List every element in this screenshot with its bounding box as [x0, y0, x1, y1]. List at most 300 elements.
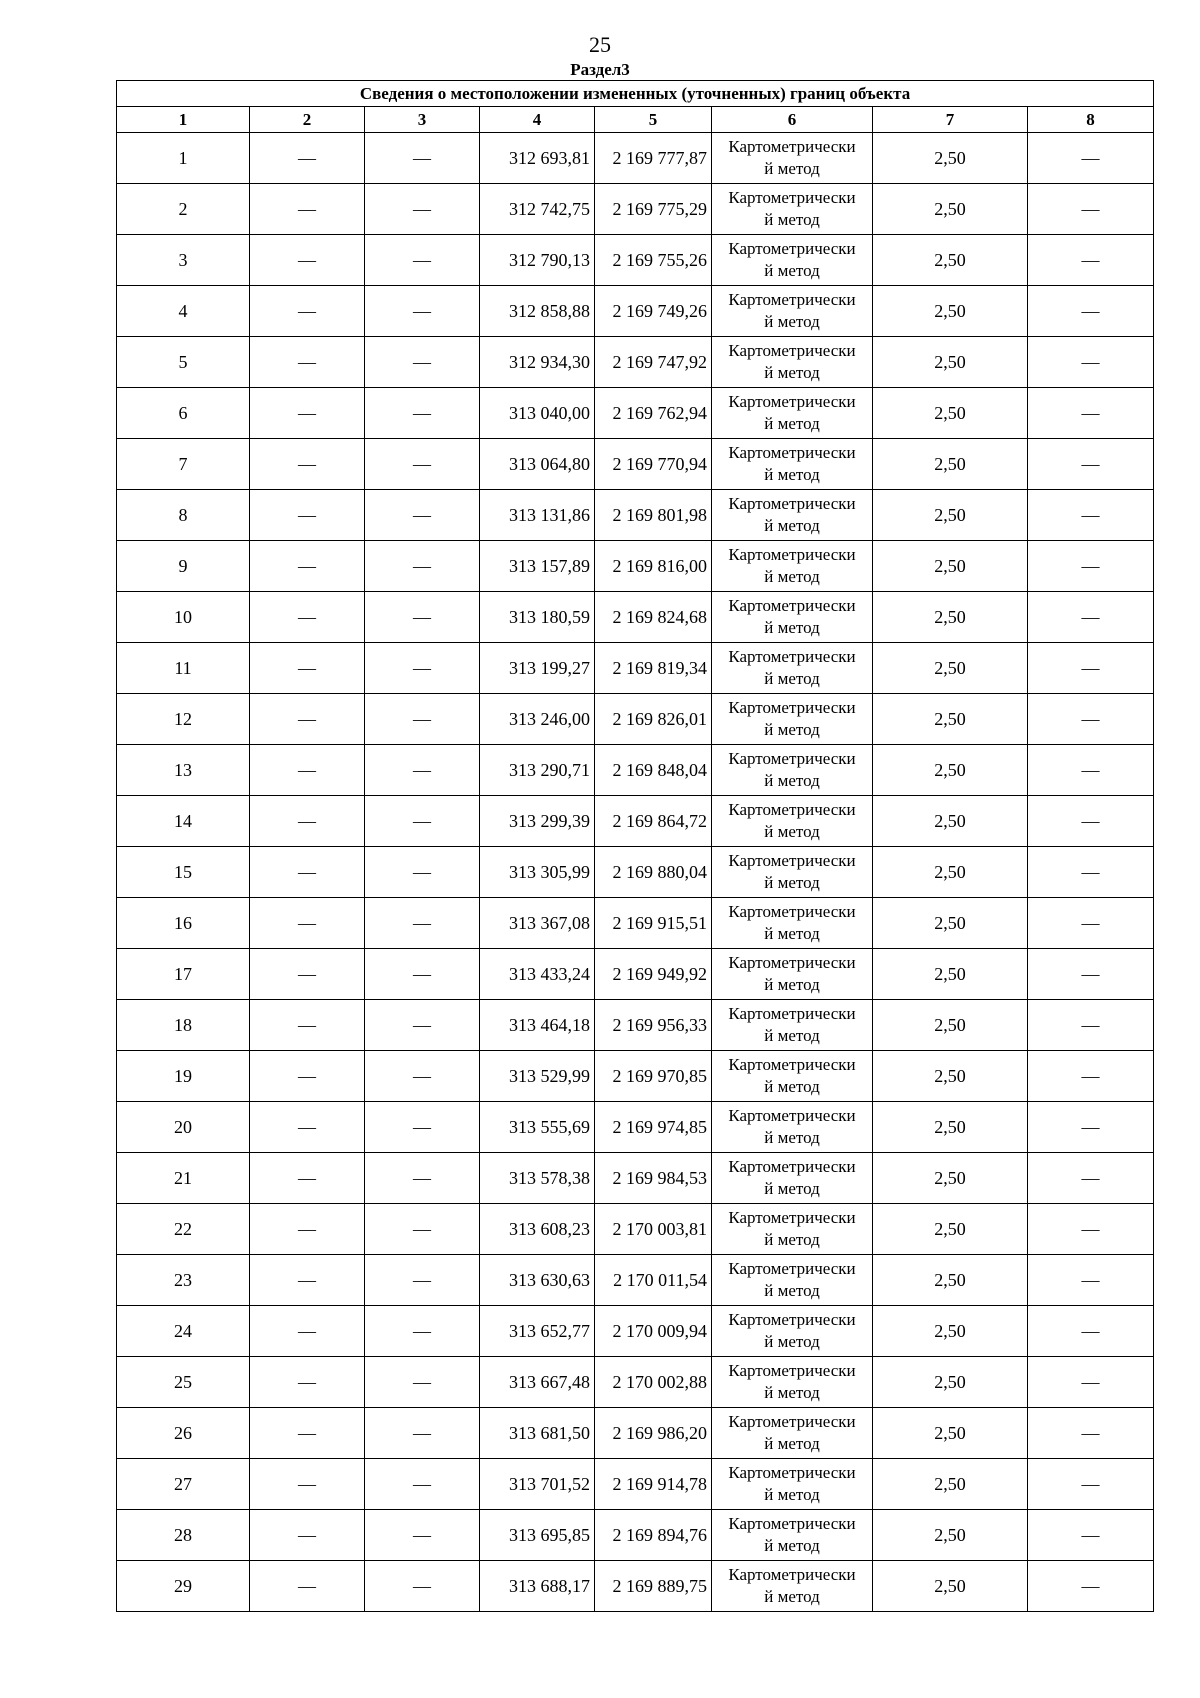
x-coordinate-cell: 312 934,30 — [480, 337, 595, 388]
y-coordinate-cell: 2 169 775,29 — [595, 184, 712, 235]
col3-cell: — — [365, 796, 480, 847]
col3-cell: — — [365, 1102, 480, 1153]
accuracy-cell: 2,50 — [873, 847, 1028, 898]
point-number-cell: 21 — [117, 1153, 250, 1204]
col8-cell: — — [1028, 796, 1154, 847]
method-text-line1: Картометрически — [728, 902, 856, 921]
x-coordinate-cell: 313 578,38 — [480, 1153, 595, 1204]
point-number-cell: 28 — [117, 1510, 250, 1561]
col3-cell: — — [365, 184, 480, 235]
method-text-line2: й метод — [764, 618, 820, 637]
x-coordinate-cell: 313 367,08 — [480, 898, 595, 949]
y-coordinate-cell: 2 169 984,53 — [595, 1153, 712, 1204]
x-coordinate-cell: 313 157,89 — [480, 541, 595, 592]
col8-cell: — — [1028, 184, 1154, 235]
point-number-cell: 12 — [117, 694, 250, 745]
method-cell — [712, 1255, 873, 1306]
col3-cell: — — [365, 1561, 480, 1612]
col3-cell: — — [365, 745, 480, 796]
point-number-cell: 6 — [117, 388, 250, 439]
method-text-line1: Картометрически — [728, 1412, 856, 1431]
table-row — [117, 1357, 1154, 1408]
y-coordinate-cell: 2 169 894,76 — [595, 1510, 712, 1561]
method-text-line2: й метод — [764, 1077, 820, 1096]
y-coordinate-cell: 2 169 949,92 — [595, 949, 712, 1000]
accuracy-cell: 2,50 — [873, 1408, 1028, 1459]
x-coordinate-cell: 312 742,75 — [480, 184, 595, 235]
method-text-line1: Картометрически — [728, 1565, 856, 1584]
section-title: Раздел3 — [570, 60, 630, 79]
table-row — [117, 1306, 1154, 1357]
y-coordinate-cell: 2 169 914,78 — [595, 1459, 712, 1510]
method-text-line1: Картометрически — [728, 851, 856, 870]
col8-cell: — — [1028, 1510, 1154, 1561]
method-cell — [712, 694, 873, 745]
method-text-line2: й метод — [764, 873, 820, 892]
y-coordinate-cell: 2 169 755,26 — [595, 235, 712, 286]
col3-cell: — — [365, 1153, 480, 1204]
col8-cell: — — [1028, 133, 1154, 184]
method-cell — [712, 949, 873, 1000]
column-header: 5 — [595, 107, 712, 133]
method-text-line1: Картометрически — [728, 800, 856, 819]
method-cell — [712, 1306, 873, 1357]
col8-cell: — — [1028, 1102, 1154, 1153]
accuracy-cell: 2,50 — [873, 286, 1028, 337]
y-coordinate-cell: 2 169 801,98 — [595, 490, 712, 541]
col3-cell: — — [365, 1255, 480, 1306]
method-text-line2: й метод — [764, 822, 820, 841]
col3-cell: — — [365, 643, 480, 694]
col2-cell: — — [250, 694, 365, 745]
accuracy-cell: 2,50 — [873, 337, 1028, 388]
method-cell — [712, 1510, 873, 1561]
y-coordinate-cell: 2 169 770,94 — [595, 439, 712, 490]
method-text-line2: й метод — [764, 1383, 820, 1402]
y-coordinate-cell: 2 169 880,04 — [595, 847, 712, 898]
method-text-line2: й метод — [764, 567, 820, 586]
col3-cell: — — [365, 1357, 480, 1408]
method-text-line1: Картометрически — [728, 290, 856, 309]
method-cell — [712, 286, 873, 337]
x-coordinate-cell: 313 529,99 — [480, 1051, 595, 1102]
point-number-cell: 9 — [117, 541, 250, 592]
method-cell — [712, 643, 873, 694]
x-coordinate-cell: 312 858,88 — [480, 286, 595, 337]
col3-cell: — — [365, 1459, 480, 1510]
method-text-line2: й метод — [764, 975, 820, 994]
method-text-line1: Картометрически — [728, 239, 856, 258]
col3-cell: — — [365, 949, 480, 1000]
x-coordinate-cell: 313 199,27 — [480, 643, 595, 694]
table-row — [117, 592, 1154, 643]
point-number-cell: 29 — [117, 1561, 250, 1612]
col8-cell: — — [1028, 745, 1154, 796]
method-text-line2: й метод — [764, 1179, 820, 1198]
x-coordinate-cell: 313 681,50 — [480, 1408, 595, 1459]
accuracy-cell: 2,50 — [873, 235, 1028, 286]
point-number-cell: 14 — [117, 796, 250, 847]
method-cell — [712, 1153, 873, 1204]
x-coordinate-cell: 313 464,18 — [480, 1000, 595, 1051]
accuracy-cell: 2,50 — [873, 949, 1028, 1000]
x-coordinate-cell: 313 555,69 — [480, 1102, 595, 1153]
column-header: 4 — [480, 107, 595, 133]
x-coordinate-cell: 313 040,00 — [480, 388, 595, 439]
method-cell — [712, 235, 873, 286]
method-text-line1: Картометрически — [728, 1106, 856, 1125]
method-cell — [712, 490, 873, 541]
x-coordinate-cell: 313 246,00 — [480, 694, 595, 745]
col3-cell: — — [365, 1051, 480, 1102]
point-number-cell: 22 — [117, 1204, 250, 1255]
point-number-cell: 10 — [117, 592, 250, 643]
table-row — [117, 694, 1154, 745]
method-cell — [712, 592, 873, 643]
table-row — [117, 898, 1154, 949]
method-text-line2: й метод — [764, 669, 820, 688]
col8-cell: — — [1028, 1408, 1154, 1459]
accuracy-cell: 2,50 — [873, 439, 1028, 490]
point-number-cell: 4 — [117, 286, 250, 337]
point-number-cell: 23 — [117, 1255, 250, 1306]
table-row — [117, 1153, 1154, 1204]
method-text-line1: Картометрически — [728, 1004, 856, 1023]
method-text-line2: й метод — [764, 516, 820, 535]
method-text-line1: Картометрически — [728, 1463, 856, 1482]
table-row — [117, 643, 1154, 694]
point-number-cell: 25 — [117, 1357, 250, 1408]
accuracy-cell: 2,50 — [873, 796, 1028, 847]
col3-cell: — — [365, 388, 480, 439]
accuracy-cell: 2,50 — [873, 1000, 1028, 1051]
col2-cell: — — [250, 1408, 365, 1459]
col3-cell: — — [365, 541, 480, 592]
y-coordinate-cell: 2 169 816,00 — [595, 541, 712, 592]
table-row — [117, 1510, 1154, 1561]
x-coordinate-cell: 313 433,24 — [480, 949, 595, 1000]
column-header: 7 — [873, 107, 1028, 133]
col3-cell: — — [365, 694, 480, 745]
accuracy-cell: 2,50 — [873, 1459, 1028, 1510]
table-row — [117, 541, 1154, 592]
col2-cell: — — [250, 1255, 365, 1306]
method-cell — [712, 1051, 873, 1102]
table-row — [117, 1459, 1154, 1510]
x-coordinate-cell: 312 693,81 — [480, 133, 595, 184]
method-text-line2: й метод — [764, 363, 820, 382]
col8-cell: — — [1028, 1306, 1154, 1357]
col2-cell: — — [250, 1204, 365, 1255]
table-row — [117, 184, 1154, 235]
table-row — [117, 1255, 1154, 1306]
accuracy-cell: 2,50 — [873, 643, 1028, 694]
method-cell — [712, 439, 873, 490]
col2-cell: — — [250, 235, 365, 286]
col2-cell: — — [250, 184, 365, 235]
col2-cell: — — [250, 847, 365, 898]
y-coordinate-cell: 2 169 889,75 — [595, 1561, 712, 1612]
method-text-line1: Картометрически — [728, 698, 856, 717]
table-row — [117, 439, 1154, 490]
table-row — [117, 796, 1154, 847]
col3-cell: — — [365, 592, 480, 643]
method-cell — [712, 1102, 873, 1153]
col3-cell: — — [365, 847, 480, 898]
accuracy-cell: 2,50 — [873, 592, 1028, 643]
table-row — [117, 1561, 1154, 1612]
method-text-line2: й метод — [764, 210, 820, 229]
col8-cell: — — [1028, 337, 1154, 388]
method-text-line2: й метод — [764, 1332, 820, 1351]
method-text-line2: й метод — [764, 159, 820, 178]
point-number-cell: 16 — [117, 898, 250, 949]
col8-cell: — — [1028, 1204, 1154, 1255]
x-coordinate-cell: 313 695,85 — [480, 1510, 595, 1561]
method-cell — [712, 337, 873, 388]
x-coordinate-cell: 312 790,13 — [480, 235, 595, 286]
accuracy-cell: 2,50 — [873, 388, 1028, 439]
column-header-row — [117, 107, 1154, 133]
method-cell — [712, 133, 873, 184]
y-coordinate-cell: 2 170 002,88 — [595, 1357, 712, 1408]
method-text-line1: Картометрически — [728, 1157, 856, 1176]
accuracy-cell: 2,50 — [873, 490, 1028, 541]
point-number-cell: 5 — [117, 337, 250, 388]
col2-cell: — — [250, 1561, 365, 1612]
x-coordinate-cell: 313 180,59 — [480, 592, 595, 643]
y-coordinate-cell: 2 169 974,85 — [595, 1102, 712, 1153]
point-number-cell: 8 — [117, 490, 250, 541]
col2-cell: — — [250, 1306, 365, 1357]
method-text-line1: Картометрически — [728, 1259, 856, 1278]
col8-cell: — — [1028, 1000, 1154, 1051]
method-cell — [712, 1459, 873, 1510]
method-text-line2: й метод — [764, 465, 820, 484]
col8-cell: — — [1028, 541, 1154, 592]
col8-cell: — — [1028, 1459, 1154, 1510]
point-number-cell: 18 — [117, 1000, 250, 1051]
accuracy-cell: 2,50 — [873, 184, 1028, 235]
col2-cell: — — [250, 796, 365, 847]
method-text-line2: й метод — [764, 1485, 820, 1504]
table-row — [117, 1051, 1154, 1102]
method-text-line2: й метод — [764, 312, 820, 331]
col8-cell: — — [1028, 949, 1154, 1000]
y-coordinate-cell: 2 170 009,94 — [595, 1306, 712, 1357]
coordinates-table — [116, 80, 1154, 1612]
method-text-line2: й метод — [764, 1281, 820, 1300]
x-coordinate-cell: 313 305,99 — [480, 847, 595, 898]
col3-cell: — — [365, 1204, 480, 1255]
x-coordinate-cell: 313 131,86 — [480, 490, 595, 541]
col2-cell: — — [250, 745, 365, 796]
point-number-cell: 20 — [117, 1102, 250, 1153]
point-number-cell: 7 — [117, 439, 250, 490]
col8-cell: — — [1028, 235, 1154, 286]
x-coordinate-cell: 313 290,71 — [480, 745, 595, 796]
col8-cell: — — [1028, 1255, 1154, 1306]
x-coordinate-cell: 313 652,77 — [480, 1306, 595, 1357]
col3-cell: — — [365, 1408, 480, 1459]
method-cell — [712, 541, 873, 592]
point-number-cell: 26 — [117, 1408, 250, 1459]
method-text-line2: й метод — [764, 414, 820, 433]
col8-cell: — — [1028, 847, 1154, 898]
table-body — [117, 133, 1154, 1612]
x-coordinate-cell: 313 064,80 — [480, 439, 595, 490]
method-text-line1: Картометрически — [728, 341, 856, 360]
table-row — [117, 1408, 1154, 1459]
point-number-cell: 17 — [117, 949, 250, 1000]
col3-cell: — — [365, 133, 480, 184]
col2-cell: — — [250, 490, 365, 541]
accuracy-cell: 2,50 — [873, 1102, 1028, 1153]
col8-cell: — — [1028, 694, 1154, 745]
col2-cell: — — [250, 1102, 365, 1153]
col2-cell: — — [250, 1510, 365, 1561]
table-row — [117, 1102, 1154, 1153]
col2-cell: — — [250, 337, 365, 388]
y-coordinate-cell: 2 169 864,72 — [595, 796, 712, 847]
point-number-cell: 1 — [117, 133, 250, 184]
method-text-line2: й метод — [764, 924, 820, 943]
y-coordinate-cell: 2 169 819,34 — [595, 643, 712, 694]
method-text-line2: й метод — [764, 261, 820, 280]
col3-cell: — — [365, 1306, 480, 1357]
col8-cell: — — [1028, 439, 1154, 490]
col8-cell: — — [1028, 592, 1154, 643]
method-text-line1: Картометрически — [728, 596, 856, 615]
y-coordinate-cell: 2 169 777,87 — [595, 133, 712, 184]
accuracy-cell: 2,50 — [873, 1357, 1028, 1408]
accuracy-cell: 2,50 — [873, 1051, 1028, 1102]
method-cell — [712, 745, 873, 796]
x-coordinate-cell: 313 701,52 — [480, 1459, 595, 1510]
method-text-line1: Картометрически — [728, 1361, 856, 1380]
table-row — [117, 1204, 1154, 1255]
accuracy-cell: 2,50 — [873, 1510, 1028, 1561]
method-text-line2: й метод — [764, 1434, 820, 1453]
method-text-line1: Картометрически — [728, 647, 856, 666]
col3-cell: — — [365, 439, 480, 490]
y-coordinate-cell: 2 170 011,54 — [595, 1255, 712, 1306]
column-header: 3 — [365, 107, 480, 133]
y-coordinate-cell: 2 169 956,33 — [595, 1000, 712, 1051]
y-coordinate-cell: 2 169 848,04 — [595, 745, 712, 796]
col2-cell: — — [250, 898, 365, 949]
method-text-line1: Картометрически — [728, 494, 856, 513]
accuracy-cell: 2,50 — [873, 694, 1028, 745]
col2-cell: — — [250, 286, 365, 337]
point-number-cell: 3 — [117, 235, 250, 286]
col2-cell: — — [250, 949, 365, 1000]
method-text-line1: Картометрически — [728, 443, 856, 462]
table-row — [117, 388, 1154, 439]
col8-cell: — — [1028, 1051, 1154, 1102]
y-coordinate-cell: 2 169 824,68 — [595, 592, 712, 643]
col2-cell: — — [250, 1051, 365, 1102]
column-header: 8 — [1028, 107, 1154, 133]
col3-cell: — — [365, 235, 480, 286]
method-text-line2: й метод — [764, 720, 820, 739]
col8-cell: — — [1028, 1153, 1154, 1204]
method-text-line1: Картометрически — [728, 137, 856, 156]
method-text-line1: Картометрически — [728, 188, 856, 207]
y-coordinate-cell: 2 169 826,01 — [595, 694, 712, 745]
method-cell — [712, 1204, 873, 1255]
col3-cell: — — [365, 490, 480, 541]
column-header: 2 — [250, 107, 365, 133]
x-coordinate-cell: 313 688,17 — [480, 1561, 595, 1612]
method-cell — [712, 796, 873, 847]
col8-cell: — — [1028, 1357, 1154, 1408]
col2-cell: — — [250, 439, 365, 490]
col8-cell: — — [1028, 898, 1154, 949]
col2-cell: — — [250, 1459, 365, 1510]
column-header: 6 — [712, 107, 873, 133]
table-row — [117, 133, 1154, 184]
method-text-line1: Картометрически — [728, 1208, 856, 1227]
method-cell — [712, 1561, 873, 1612]
x-coordinate-cell: 313 630,63 — [480, 1255, 595, 1306]
method-text-line2: й метод — [764, 1536, 820, 1555]
col2-cell: — — [250, 388, 365, 439]
x-coordinate-cell: 313 608,23 — [480, 1204, 595, 1255]
method-cell — [712, 184, 873, 235]
col3-cell: — — [365, 898, 480, 949]
table-row — [117, 949, 1154, 1000]
y-coordinate-cell: 2 169 915,51 — [595, 898, 712, 949]
table-row — [117, 745, 1154, 796]
point-number-cell: 19 — [117, 1051, 250, 1102]
col8-cell: — — [1028, 388, 1154, 439]
col2-cell: — — [250, 133, 365, 184]
col2-cell: — — [250, 541, 365, 592]
y-coordinate-cell: 2 169 762,94 — [595, 388, 712, 439]
col2-cell: — — [250, 1000, 365, 1051]
x-coordinate-cell: 313 667,48 — [480, 1357, 595, 1408]
col2-cell: — — [250, 1357, 365, 1408]
method-text-line2: й метод — [764, 1026, 820, 1045]
method-text-line2: й метод — [764, 1230, 820, 1249]
col3-cell: — — [365, 286, 480, 337]
method-text-line1: Картометрически — [728, 953, 856, 972]
col8-cell: — — [1028, 490, 1154, 541]
method-text-line2: й метод — [764, 771, 820, 790]
y-coordinate-cell: 2 169 986,20 — [595, 1408, 712, 1459]
x-coordinate-cell: 313 299,39 — [480, 796, 595, 847]
method-cell — [712, 847, 873, 898]
method-text-line2: й метод — [764, 1128, 820, 1147]
y-coordinate-cell: 2 170 003,81 — [595, 1204, 712, 1255]
accuracy-cell: 2,50 — [873, 1306, 1028, 1357]
method-text-line1: Картометрически — [728, 1055, 856, 1074]
table-row — [117, 1000, 1154, 1051]
col3-cell: — — [365, 1000, 480, 1051]
method-text-line1: Картометрически — [728, 749, 856, 768]
method-cell — [712, 898, 873, 949]
method-cell — [712, 1408, 873, 1459]
accuracy-cell: 2,50 — [873, 133, 1028, 184]
col2-cell: — — [250, 592, 365, 643]
accuracy-cell: 2,50 — [873, 898, 1028, 949]
col8-cell: — — [1028, 1561, 1154, 1612]
method-cell — [712, 388, 873, 439]
method-cell — [712, 1357, 873, 1408]
col8-cell: — — [1028, 643, 1154, 694]
point-number-cell: 13 — [117, 745, 250, 796]
